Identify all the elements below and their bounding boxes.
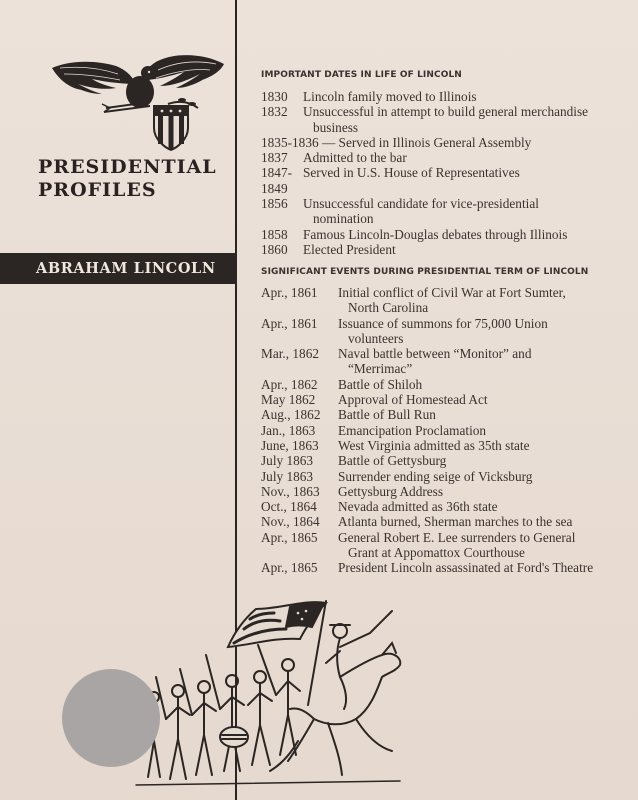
event-item — [261, 392, 631, 407]
title-line-2: PROFILES — [38, 179, 157, 201]
event-text-line: Atlanta burned, Sherman marches to the sea — [338, 514, 573, 530]
date-item — [261, 165, 631, 196]
date-text — [303, 227, 631, 242]
date-text — [303, 104, 631, 135]
event-text-line: Gettysburg Address — [338, 483, 444, 499]
date-date: 1860 — [261, 241, 288, 257]
event-date: Jan., 1863 — [261, 422, 316, 438]
event-item — [261, 377, 631, 392]
event-item — [261, 514, 631, 529]
date-text — [303, 89, 631, 104]
significant-events-heading: SIGNIFICANT EVENTS DURING PRESIDENTIAL TERM OF LINCOLN — [261, 267, 589, 277]
event-text-line: Approval of Homestead Act — [338, 392, 488, 408]
event-text — [338, 484, 631, 499]
date-item — [261, 150, 631, 165]
event-text-line: West Virginia admitted as 35th state — [338, 437, 530, 453]
event-text — [338, 438, 631, 453]
event-text — [338, 377, 631, 392]
date-date: 1847-1849 — [261, 165, 293, 196]
event-item — [261, 484, 631, 499]
event-text — [338, 423, 631, 438]
gray-seal-circle — [62, 669, 160, 767]
date-date: 1830 — [261, 89, 288, 104]
event-text-line: Surrender ending seige of Vicksburg — [338, 468, 533, 484]
date-item — [261, 89, 631, 104]
event-text-line: Initial conflict of Civil War at Fort Sumter, — [338, 285, 566, 300]
event-date: July 1863 — [261, 468, 314, 484]
event-date: Apr., 1865 — [261, 560, 318, 576]
event-date: Oct., 1864 — [261, 499, 317, 515]
event-text-line: Nevada admitted as 36th state — [338, 499, 498, 515]
date-date: 1832 — [261, 104, 288, 120]
date-text — [303, 150, 631, 165]
event-text — [338, 469, 631, 484]
event-date: Nov., 1863 — [261, 483, 320, 499]
date-text-line: business — [313, 119, 359, 135]
date-text-line: Unsuccessful in attempt to build general merchandise — [303, 104, 589, 120]
event-text — [338, 514, 631, 529]
event-item — [261, 346, 631, 377]
event-text — [338, 499, 631, 514]
event-item — [261, 469, 631, 484]
important-dates-heading: IMPORTANT DATES IN LIFE OF LINCOLN — [261, 70, 462, 80]
event-item — [261, 407, 631, 422]
event-text — [338, 560, 631, 575]
event-text-line: Naval battle between “Monitor” and — [338, 346, 532, 362]
event-text-line: Battle of Bull Run — [338, 407, 436, 423]
event-date: Mar., 1862 — [261, 346, 319, 362]
date-date: 1858 — [261, 226, 288, 242]
date-text-line: Admitted to the bar — [303, 150, 407, 166]
event-text-line: “Merrimac” — [348, 361, 413, 377]
date-text-line: Lincoln family moved to Illinois — [303, 89, 477, 104]
significant-events-list — [261, 285, 631, 576]
title-line-1: PRESIDENTIAL — [38, 156, 217, 178]
event-item — [261, 530, 631, 561]
event-date: Apr., 1861 — [261, 285, 318, 300]
event-text — [338, 285, 631, 316]
date-text-line: Served in U.S. House of Representatives — [303, 165, 520, 181]
event-text-line: Grant at Appomattox Courthouse — [348, 545, 525, 561]
date-text — [303, 242, 631, 257]
event-date: Aug., 1862 — [261, 407, 321, 423]
date-text — [303, 165, 631, 196]
event-date: July 1863 — [261, 453, 314, 469]
event-item — [261, 453, 631, 468]
event-date: Apr., 1861 — [261, 315, 318, 331]
date-item — [261, 227, 631, 242]
event-date: Apr., 1862 — [261, 376, 318, 392]
date-text-line: Unsuccessful candidate for vice-presidential — [303, 196, 539, 212]
event-item — [261, 438, 631, 453]
event-item — [261, 560, 631, 575]
event-text — [338, 407, 631, 422]
date-text-line: nomination — [313, 211, 374, 227]
event-item — [261, 285, 631, 316]
date-date: 1856 — [261, 196, 288, 212]
revolutionary-march-illustration — [130, 585, 440, 800]
event-text-line: Emancipation Proclamation — [338, 422, 487, 438]
date-item — [261, 242, 631, 257]
date-text-line: Elected President — [303, 241, 396, 257]
event-text — [338, 346, 631, 377]
date-date: 1837 — [261, 150, 288, 166]
event-item — [261, 423, 631, 438]
event-text — [338, 530, 631, 561]
date-text — [303, 196, 631, 227]
event-date: Nov., 1864 — [261, 514, 320, 530]
date-text-line: Famous Lincoln-Douglas debates through Illinois — [303, 226, 568, 242]
important-dates-list — [261, 89, 631, 257]
date-item — [261, 196, 631, 227]
page-title — [38, 156, 217, 202]
event-text-line: President Lincoln assassinated at Ford's Theatre — [338, 560, 594, 576]
event-text-line: North Carolina — [348, 300, 429, 316]
event-text-line: volunteers — [348, 330, 404, 346]
event-text-line: General Robert E. Lee surrenders to General — [338, 529, 576, 545]
event-text-line: Issuance of summons for 75,000 Union — [338, 315, 548, 331]
date-item — [261, 104, 631, 135]
eagle-shield-icon — [50, 46, 226, 152]
name-band: ABRAHAM LINCOLN — [0, 253, 236, 284]
event-item — [261, 499, 631, 514]
event-item — [261, 316, 631, 347]
date-full-line: 1835-1836 — Served in Illinois General Assembly — [261, 134, 532, 150]
event-text — [338, 453, 631, 468]
event-text — [338, 392, 631, 407]
event-text — [338, 316, 631, 347]
event-text-line: Battle of Shiloh — [338, 376, 423, 392]
event-date: June, 1863 — [261, 437, 319, 453]
event-date: May 1862 — [261, 392, 316, 408]
event-text-line: Battle of Gettysburg — [338, 453, 447, 469]
date-item — [261, 135, 631, 150]
event-date: Apr., 1865 — [261, 529, 318, 545]
